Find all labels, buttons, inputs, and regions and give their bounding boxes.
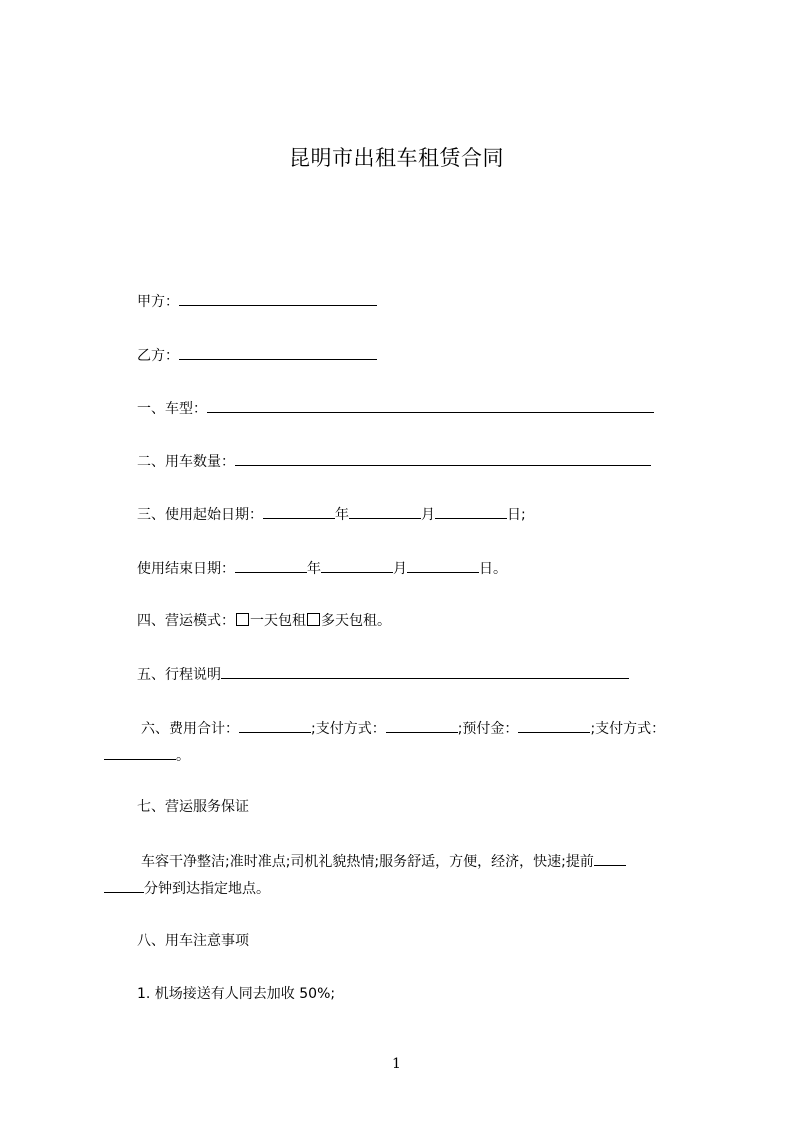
start-month-blank[interactable] [349, 505, 421, 519]
deposit-blank[interactable] [518, 719, 590, 733]
itinerary-label: 五、行程说明 [137, 667, 221, 683]
end-year-unit: 年 [307, 561, 321, 577]
end-date-line [137, 559, 507, 578]
car-type-label: 一、车型： [137, 401, 207, 417]
end-day-unit: 日。 [479, 561, 507, 577]
fees-end: 。 [176, 748, 190, 764]
end-month-unit: 月 [393, 561, 407, 577]
end-year-blank[interactable] [235, 559, 307, 573]
start-day-unit: 日; [507, 507, 526, 523]
payment-method-blank[interactable] [386, 719, 458, 733]
mode-line [137, 612, 391, 630]
service-text-wrap [104, 879, 270, 898]
start-month-unit: 月 [421, 507, 435, 523]
advance-minutes-blank-cont[interactable] [104, 879, 144, 893]
car-count-line [137, 452, 651, 471]
payment-method-label: ;支付方式： [311, 721, 386, 737]
multi-day-option: 多天包租。 [321, 613, 391, 629]
start-day-blank[interactable] [435, 505, 507, 519]
deposit-label: ;预付金： [457, 721, 519, 737]
car-type-blank[interactable] [207, 399, 654, 413]
start-year-blank[interactable] [263, 505, 335, 519]
payment-method-2-blank[interactable] [104, 746, 176, 760]
fees-label: 六、费用合计： [141, 721, 239, 737]
mode-label: 四、营运模式： [137, 613, 235, 629]
party-a-label: 甲方： [137, 294, 179, 310]
note-1: 1. 机场接送有人同去加收 50%; [137, 986, 336, 1002]
itinerary-blank[interactable] [221, 665, 629, 679]
fees-line [141, 719, 665, 738]
payment-method-2-label: ;支付方式： [590, 721, 666, 737]
end-month-blank[interactable] [321, 559, 393, 573]
service-text-end: 分钟到达指定地点。 [144, 881, 270, 897]
party-b-label: 乙方： [137, 348, 179, 364]
notes-heading: 八、用车注意事项 [137, 933, 249, 949]
service-heading: 七、营运服务保证 [137, 799, 249, 815]
party-b-line [137, 346, 377, 365]
car-type-line [137, 399, 654, 418]
fees-line-wrap [104, 746, 190, 765]
party-a-line [137, 292, 377, 311]
page-title: 昆明市出租车租赁合同 [289, 146, 504, 170]
start-date-line [137, 505, 526, 524]
itinerary-line [137, 665, 629, 684]
start-year-unit: 年 [335, 507, 349, 523]
page-number: 1 [392, 1056, 401, 1072]
fees-blank[interactable] [239, 719, 311, 733]
car-count-blank[interactable] [235, 452, 651, 466]
end-date-label: 使用结束日期： [137, 561, 235, 577]
multi-day-checkbox[interactable] [307, 613, 320, 626]
car-count-label: 二、用车数量： [137, 454, 235, 470]
one-day-checkbox[interactable] [236, 613, 249, 626]
service-text: 车容干净整洁;准时准点;司机礼貌热情;服务舒适，方便，经济，快速;提前 [141, 854, 594, 870]
end-day-blank[interactable] [407, 559, 479, 573]
party-b-blank[interactable] [179, 346, 377, 360]
start-date-label: 三、使用起始日期： [137, 507, 263, 523]
one-day-option: 一天包租 [250, 613, 306, 629]
advance-minutes-blank[interactable] [594, 852, 626, 866]
party-a-blank[interactable] [179, 292, 377, 306]
service-text-line [141, 852, 626, 871]
